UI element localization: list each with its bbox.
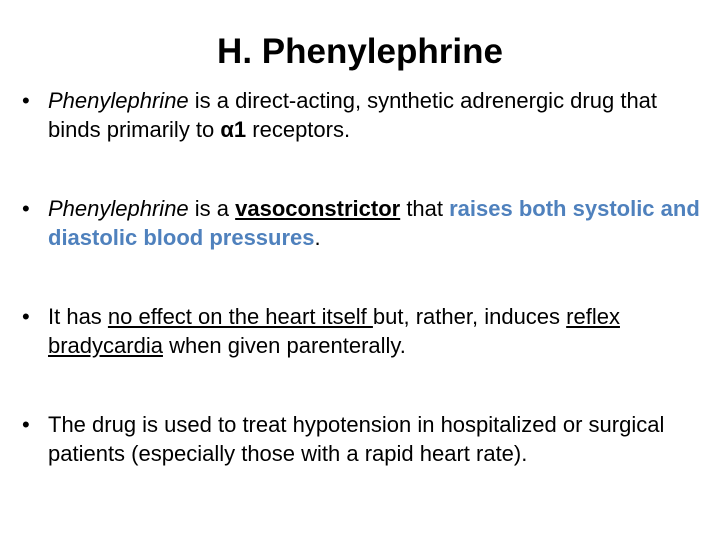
- bullet-text: but, rather, induces: [372, 304, 567, 329]
- bullet-text: is a: [188, 196, 236, 221]
- bullet-text: when given parenterally.: [162, 333, 406, 358]
- bullet-dot-icon: •: [22, 196, 30, 221]
- bullet-text: .: [314, 225, 321, 250]
- bullet-item: [22, 302, 702, 360]
- bullet-item: [22, 410, 702, 468]
- bullet-list: [22, 86, 702, 468]
- bullet-item: [22, 194, 702, 252]
- bullet-dot-icon: •: [22, 412, 30, 437]
- drug-name: Phenylephrine: [48, 88, 189, 113]
- underlined-phrase: reflex bradycardia: [48, 304, 620, 358]
- bullet-text: receptors.: [246, 117, 351, 142]
- highlighted-effect: raises both systolic and diastolic blood pressures: [48, 196, 700, 250]
- bullet-text: The drug is used to treat hypotension in hospitalized or surgical patients (especially those with a rapid heart rate).: [48, 412, 665, 466]
- key-term: vasoconstrictor: [235, 196, 401, 221]
- drug-name: Phenylephrine: [48, 196, 189, 221]
- bullet-item: [22, 86, 702, 144]
- bullet-text: It has: [48, 304, 108, 329]
- bullet-dot-icon: •: [22, 88, 30, 113]
- bullet-dot-icon: •: [22, 304, 30, 329]
- slide-title: H. Phenylephrine: [217, 32, 503, 71]
- bullet-text: that: [400, 196, 450, 221]
- receptor-name: α1: [220, 117, 247, 142]
- bullet-text: is a direct-acting, synthetic adrenergic drug that binds primarily to: [48, 88, 658, 142]
- underlined-phrase: no effect on the heart itself: [107, 304, 373, 329]
